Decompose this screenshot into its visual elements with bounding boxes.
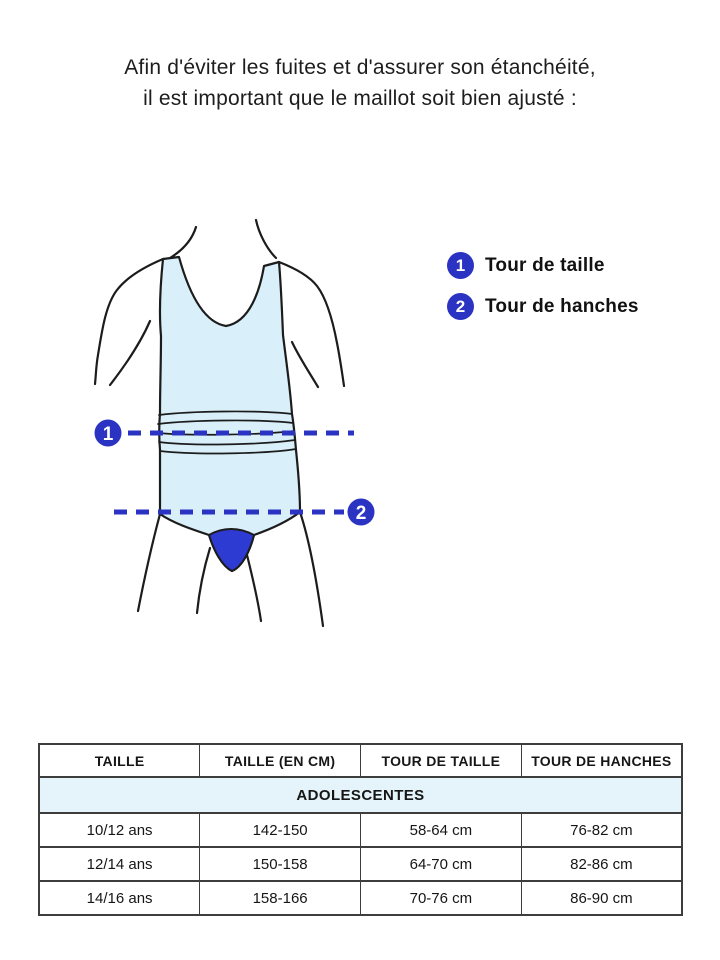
measurement-legend [447,252,639,320]
left-inner-arm-line [110,321,150,385]
cell-hips: 86-90 cm [521,881,682,915]
table-row [39,881,682,915]
neck-left-line [170,227,196,258]
legend-label-waist: Tour de taille [485,254,605,276]
waist-marker-number: 1 [102,424,114,445]
cell-hips: 82-86 cm [521,847,682,881]
neck-right-line [256,220,276,258]
legend-badge-2: 2 [447,293,474,320]
crotch-panel [209,529,254,571]
cell-height: 158-166 [200,881,361,915]
header-tour-de-taille: TOUR DE TAILLE [361,744,522,777]
header-tour-de-hanches: TOUR DE HANCHES [521,744,682,777]
left-leg-inner-line [197,548,210,613]
section-label: ADOLESCENTES [39,777,682,813]
cell-size: 12/14 ans [39,847,200,881]
legend-row-waist [447,252,639,279]
intro-text [0,52,720,114]
header-taille: TAILLE [39,744,200,777]
hips-marker-badge [348,499,375,526]
swimsuit-shape [159,257,300,571]
left-shoulder-arm-line [95,259,163,384]
cell-waist: 64-70 cm [361,847,522,881]
swimsuit-measurement-diagram [60,170,420,650]
cell-waist: 58-64 cm [361,813,522,847]
cell-height: 142-150 [200,813,361,847]
cell-waist: 70-76 cm [361,881,522,915]
table-section-row [39,777,682,813]
table-row [39,813,682,847]
intro-line-1: Afin d'éviter les fuites et d'assurer son étanchéité, [124,56,596,79]
size-chart-table [38,743,683,916]
cell-size: 10/12 ans [39,813,200,847]
cell-height: 150-158 [200,847,361,881]
left-leg-outer-line [138,514,160,611]
cell-hips: 76-82 cm [521,813,682,847]
right-shoulder-arm-line [279,262,344,386]
table-header-row [39,744,682,777]
header-taille-cm: TAILLE (EN CM) [200,744,361,777]
cell-size: 14/16 ans [39,881,200,915]
legend-row-hips [447,293,639,320]
intro-line-2: il est important que le maillot soit bien ajusté : [143,87,577,110]
right-inner-arm-line [292,342,318,387]
right-leg-outer-line [300,512,323,626]
legend-badge-1: 1 [447,252,474,279]
legend-label-hips: Tour de hanches [485,295,639,317]
table-row [39,847,682,881]
right-leg-inner-line [247,555,261,621]
waist-marker-badge [95,420,122,447]
hips-marker-number: 2 [355,503,367,524]
